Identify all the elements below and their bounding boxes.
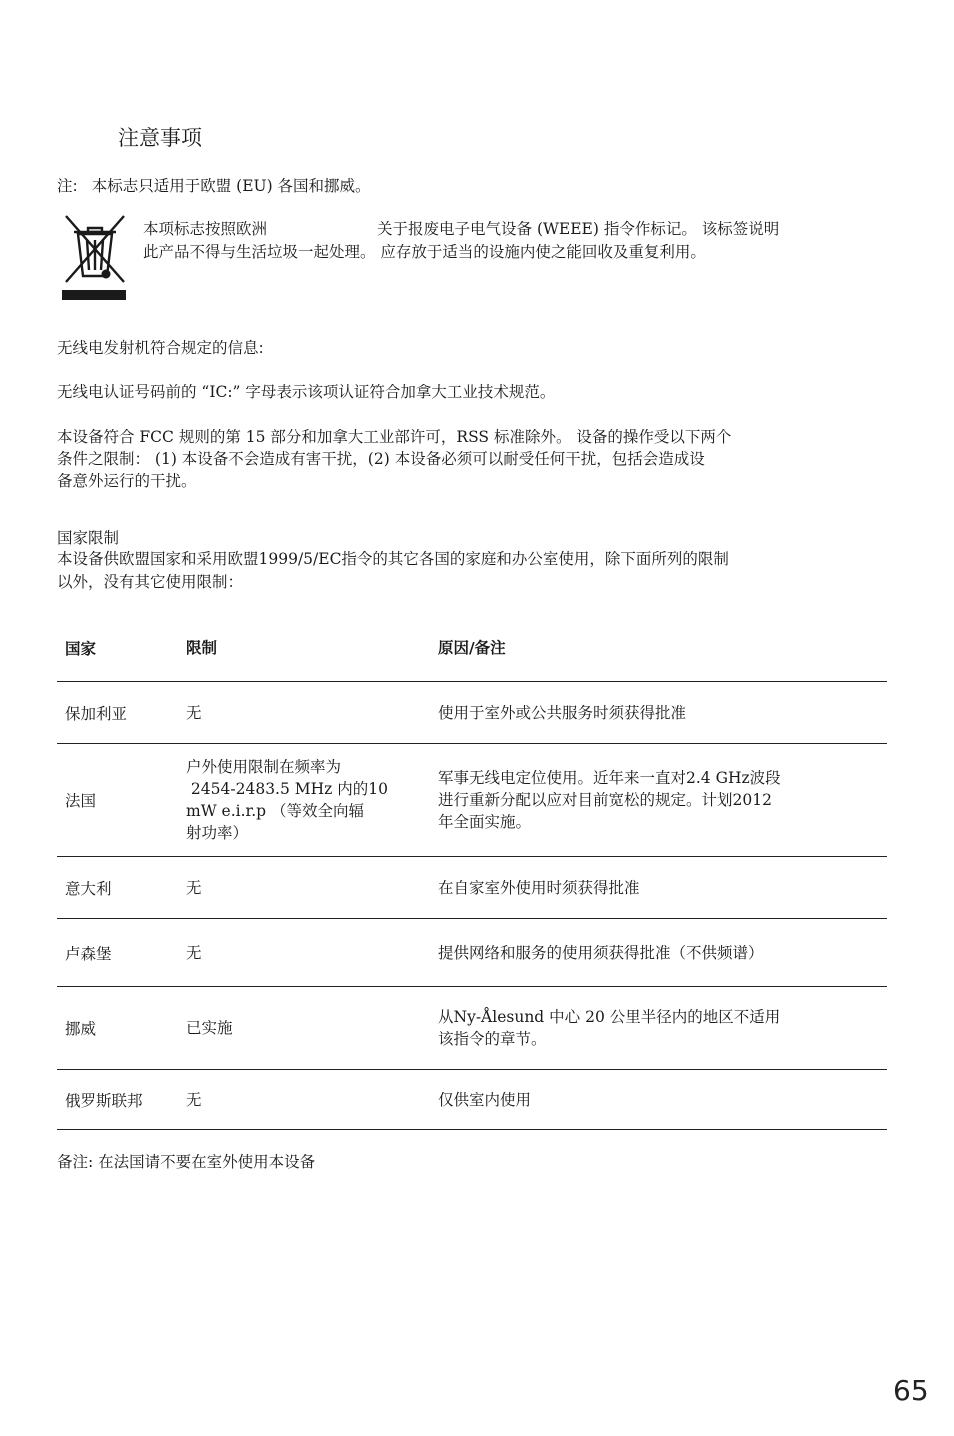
table-row (57, 857, 887, 919)
wireless-heading: 无线电发射机符合规定的信息: (57, 339, 264, 357)
fcc-paragraph (57, 426, 897, 492)
restriction-line: 户外使用限制在频率为 (186, 758, 342, 776)
table-row (57, 1070, 887, 1130)
reason-line: 军事无线电定位使用。近年来一直对2.4 GHz波段 (438, 769, 781, 787)
cell-country: 卢森堡 (65, 944, 112, 963)
cell-restriction: 无 (186, 1090, 202, 1109)
header-restriction: 限制 (186, 638, 218, 657)
table-header-row (57, 614, 887, 682)
reason-line: 年全面实施。 (438, 813, 532, 831)
header-country: 国家 (65, 639, 97, 658)
eu-note-text: 本标志只适用于欧盟 (EU) 各国和挪威。 (91, 177, 371, 195)
weee-notice (143, 218, 903, 264)
cell-restriction: 无 (186, 878, 202, 897)
cell-country: 法国 (65, 792, 97, 810)
cell-country: 保加利亚 (65, 704, 128, 723)
restriction-line: mW e.i.r.p （等效全向辐 (186, 802, 365, 820)
country-line: 本设备供欧盟国家和采用欧盟1999/5/EC指令的其它各国的家庭和办公室使用，除下面所列的限制 (57, 550, 729, 568)
cell-country: 挪威 (65, 1020, 97, 1038)
country-line: 以外，没有其它使用限制： (57, 573, 244, 591)
ic-paragraph: 无线电认证号码前的 “IC:” 字母表示该项认证符合加拿大工业技术规范。 (57, 383, 556, 401)
fcc-line: 本设备符合 FCC 规则的第 15 部分和加拿大工业部许可，RSS 标准除外。 设备的操作受以下两个 (57, 428, 732, 446)
cell-reason (431, 767, 887, 833)
country-restrictions-heading: 国家限制 (57, 529, 120, 547)
crossed-out-wheelie-bin-icon (60, 212, 130, 304)
restriction-line: 射功率） (186, 824, 249, 842)
cell-restriction: 无 (186, 703, 202, 722)
cell-reason (431, 1006, 887, 1050)
weee-text-2: 此产品不得与生活垃圾一起处理。 应存放于适当的设施内使之能回收及重复利用。 (143, 243, 706, 261)
cell-restriction: 无 (186, 943, 202, 962)
cell-restriction (179, 756, 431, 844)
cell-restriction: 已实施 (186, 1019, 233, 1037)
fcc-line: 备意外运行的干扰。 (57, 472, 197, 490)
header-reason: 原因/备注 (438, 638, 506, 657)
table-row (57, 682, 887, 744)
table-row (57, 987, 887, 1070)
cell-country: 俄罗斯联邦 (65, 1091, 143, 1110)
cell-country: 意大利 (65, 879, 112, 898)
page-number: 65 (893, 1374, 929, 1407)
cell-reason: 使用于室外或公共服务时须获得批准 (438, 703, 687, 722)
weee-text-1b: 关于报废电子电气设备 (WEEE) 指令作标记。 该标签说明 (377, 220, 780, 238)
reason-line: 该指令的章节。 (438, 1030, 547, 1048)
eu-note (57, 174, 371, 196)
weee-text-1a: 本项标志按照欧洲 (143, 220, 268, 238)
cell-reason: 在自家室外使用时须获得批准 (438, 878, 640, 897)
cell-reason: 提供网络和服务的使用须获得批准（不供频谱） (438, 943, 764, 962)
table-row (57, 919, 887, 987)
fcc-line: 条件之限制： (1) 本设备不会造成有害干扰，(2) 本设备必须可以耐受任何干扰，包括会造成设 (57, 450, 705, 468)
eu-note-label: 注: (57, 177, 78, 195)
reason-line: 从Ny-Ålesund 中心 20 公里半径内的地区不适用 (438, 1008, 781, 1026)
country-restrictions-paragraph (57, 548, 897, 594)
footer-note: 备注: 在法国请不要在室外使用本设备 (57, 1153, 316, 1171)
section-title: 注意事项 (118, 126, 202, 150)
cell-reason: 仅供室内使用 (438, 1090, 532, 1109)
restriction-line: 2454-2483.5 MHz 内的10 (186, 780, 388, 798)
table-row (57, 744, 887, 857)
restrictions-table (57, 614, 887, 1130)
reason-line: 进行重新分配以应对目前宽松的规定。计划2012 (438, 791, 772, 809)
